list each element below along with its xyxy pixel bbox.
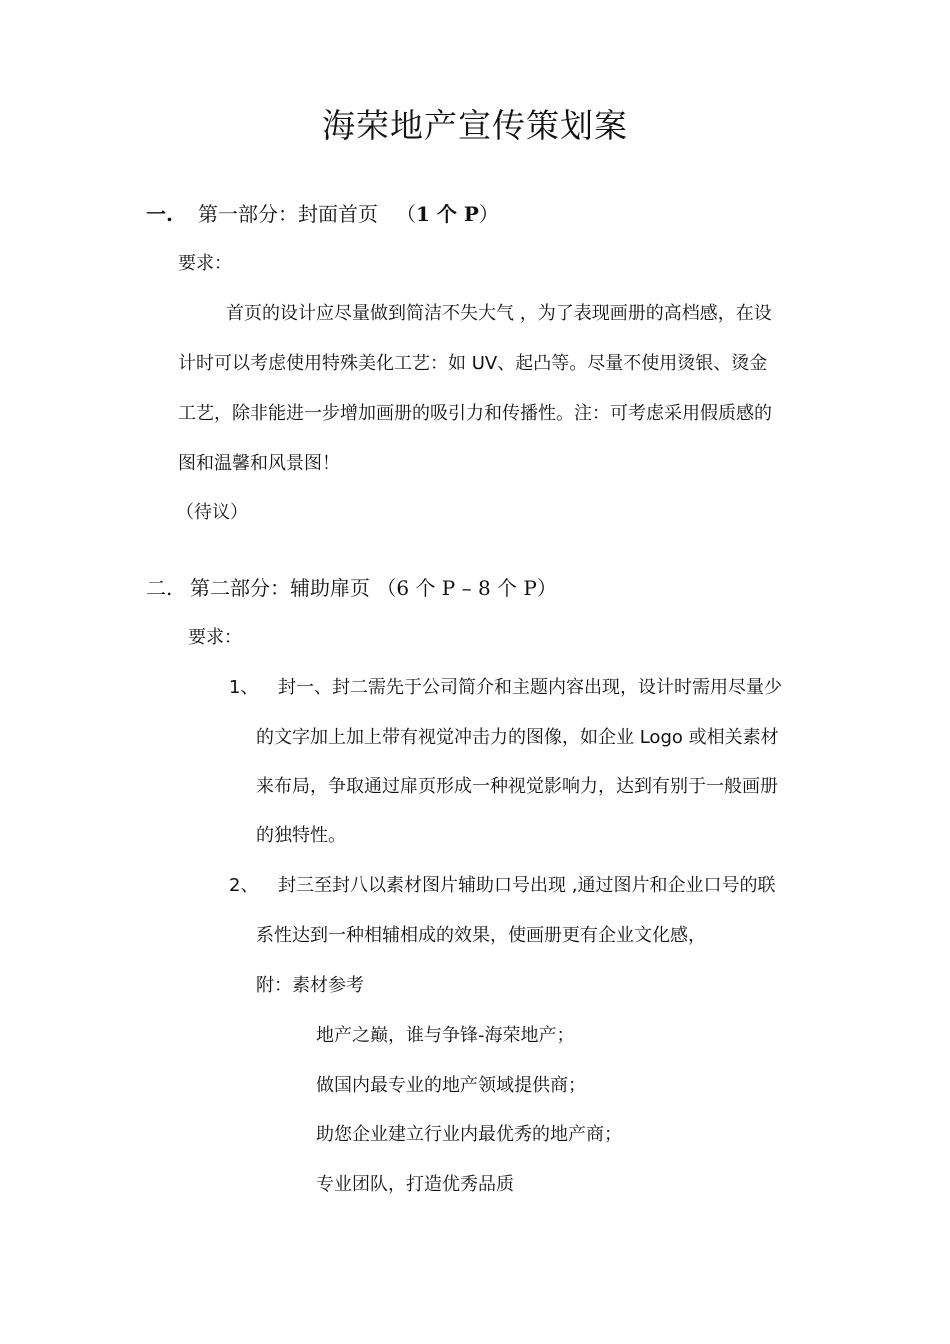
document-title: 海荣地产宣传策划案	[322, 106, 628, 145]
slogan-item: 地产之巅，谁与争锋-海荣地产；	[316, 1025, 575, 1046]
section2-heading	[146, 572, 557, 601]
section1-heading	[146, 198, 499, 227]
section1-paragraph-line: 首页的设计应尽量做到简洁不失大气 ，为了表现画册的高档感，在设	[226, 303, 772, 324]
section2-title: 第二部分：辅助扉页 （6 个 P – 8 个 P）	[190, 576, 557, 600]
list-item-marker: 1、	[229, 677, 259, 698]
list-item-line: 的独特性。	[256, 825, 346, 846]
list-item-line: 封三至封八以素材图片辅助口号出现 ,通过图片和企业口号的联	[278, 875, 776, 896]
section1-page-count-open: （	[396, 202, 416, 226]
section1-paragraph-line: 工艺，除非能进一步增加画册的吸引力和传播性。注：可考虑采用假质感的	[178, 403, 772, 424]
appendix-label: 附：素材参考	[256, 975, 364, 996]
list-item-line: 的文字加上加上带有视觉冲击力的图像，如企业 Logo 或相关素材	[256, 727, 779, 748]
slogan-item: 专业团队，打造优秀品质	[316, 1174, 514, 1195]
list-item-line: 封一、封二需先于公司简介和主题内容出现，设计时需用尽量少	[278, 677, 782, 698]
section1-page-count: 1 个 P	[416, 202, 479, 226]
list-item-marker: 2、	[229, 875, 259, 896]
section2-number: 二.	[146, 576, 173, 600]
section2-requirement-label: 要求：	[188, 627, 242, 648]
section1-requirement-label: 要求：	[178, 253, 232, 274]
list-item-line: 系性达到一种相辅相成的效果，使画册更有企业文化感，	[256, 925, 706, 946]
section1-page-count-close: ）	[478, 202, 499, 226]
section1-paragraph-line: 计时可以考虑使用特殊美化工艺：如 UV、起凸等。尽量不使用烫银、烫金	[178, 353, 768, 374]
list-item-line: 来布局，争取通过扉页形成一种视觉影响力，达到有别于一般画册	[256, 776, 778, 797]
section1-title: 第一部分：封面首页	[198, 202, 378, 226]
slogan-item: 做国内最专业的地产领域提供商；	[316, 1075, 586, 1096]
slogan-item: 助您企业建立行业内最优秀的地产商；	[316, 1124, 622, 1145]
section1-number: 一.	[146, 202, 173, 226]
section1-paragraph-line: 图和温馨和风景图！	[178, 453, 340, 474]
section1-note: （待议）	[176, 502, 248, 523]
